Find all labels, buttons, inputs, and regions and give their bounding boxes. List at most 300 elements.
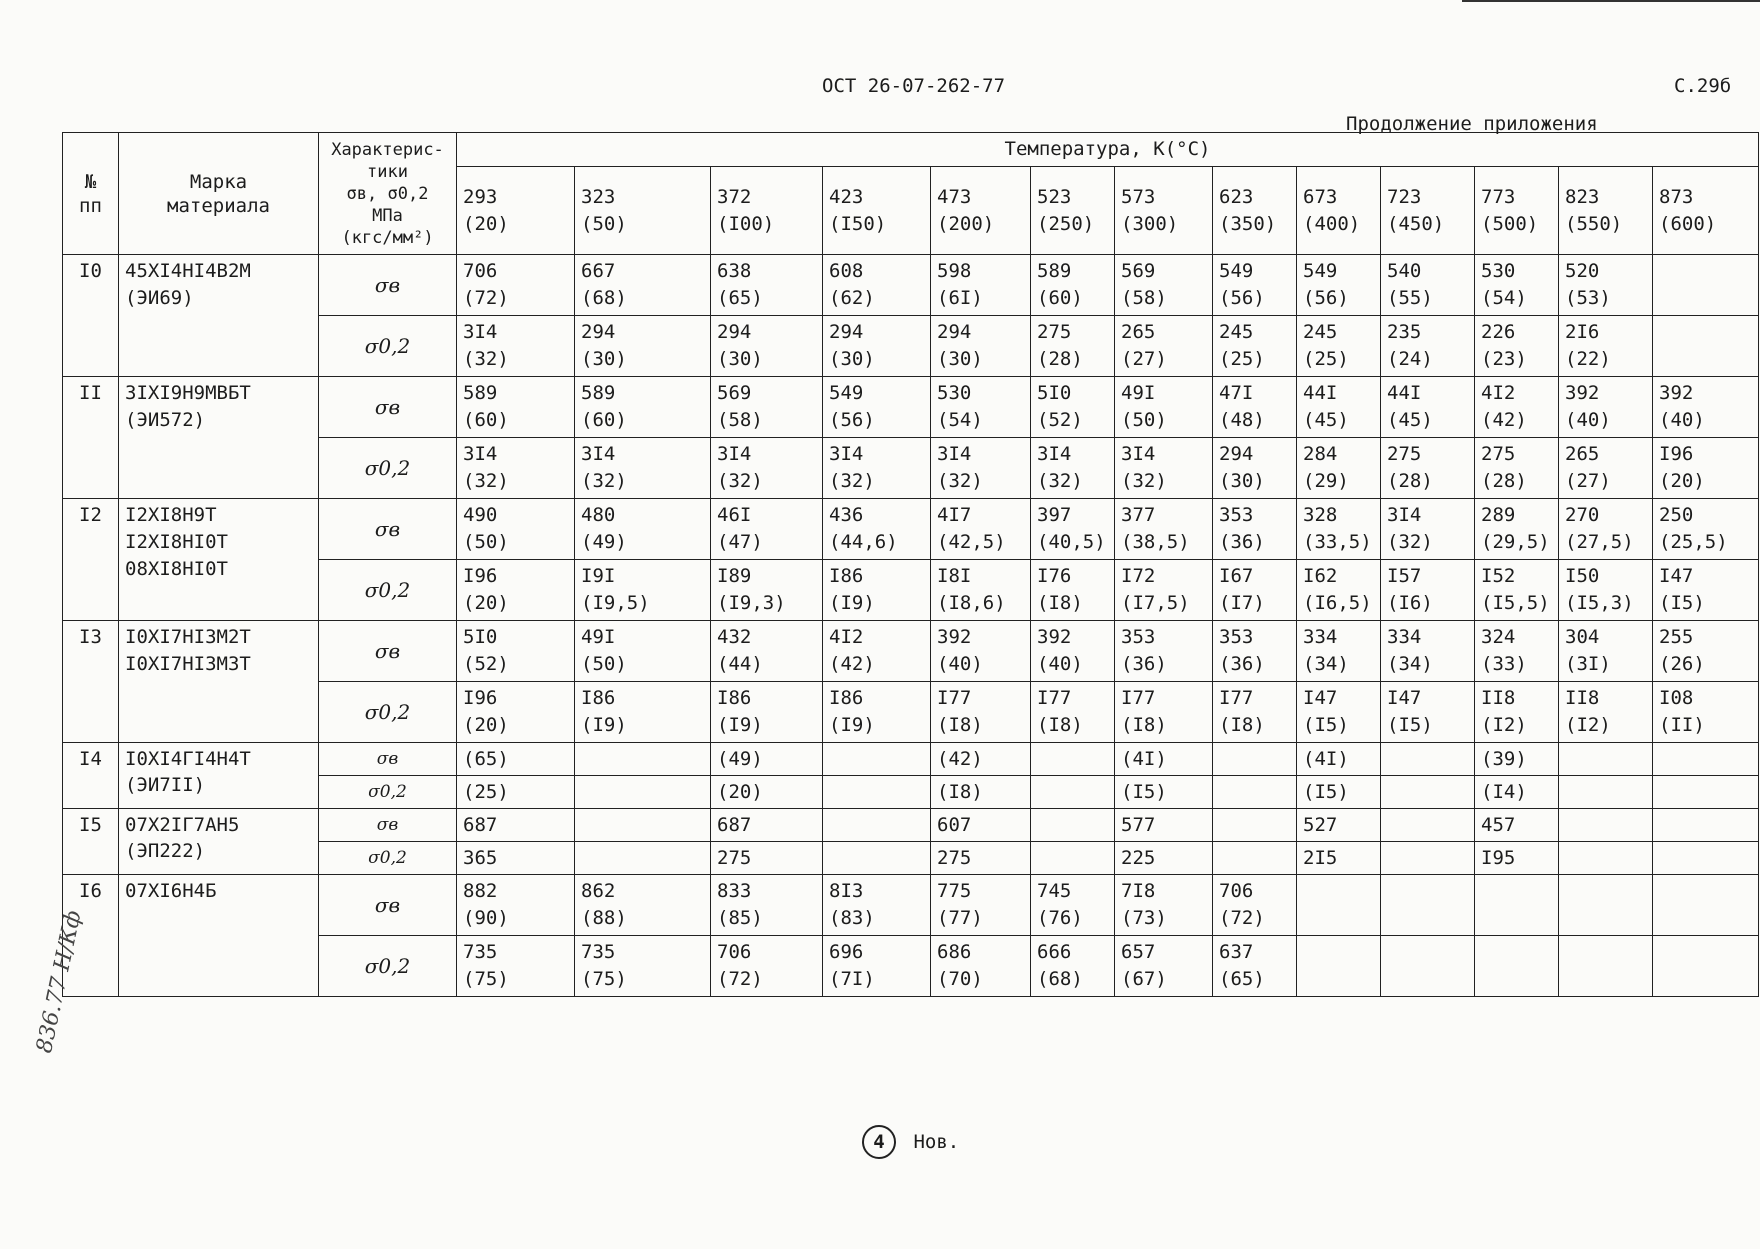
value-mpa: II8	[1481, 687, 1516, 709]
value-cell	[1115, 682, 1213, 743]
value-kgf: (I8)	[937, 714, 983, 736]
value-cell	[1297, 682, 1381, 743]
value-mpa: I8I	[937, 565, 972, 587]
value-kgf: (29)	[1303, 470, 1349, 492]
value-mpa: 275	[717, 847, 752, 869]
value-cell	[1297, 499, 1381, 560]
value-cell	[711, 936, 823, 997]
value-mpa: 44I	[1303, 382, 1338, 404]
value-cell	[1559, 809, 1653, 842]
value-mpa: 735	[581, 941, 616, 963]
value-mpa: 5I0	[1037, 382, 1072, 404]
value-kgf: (90)	[463, 907, 509, 929]
value-kgf: (I5,3)	[1565, 592, 1634, 614]
value-cell	[1475, 560, 1559, 621]
row-number: I5	[63, 809, 119, 875]
document-code: ОСТ 26-07-262-77	[822, 75, 1006, 97]
temp-kelvin: 623	[1219, 185, 1254, 208]
value-cell	[1297, 316, 1381, 377]
value-cell	[1031, 316, 1115, 377]
value-kgf: (60)	[463, 409, 509, 431]
value-kgf: (I8)	[1037, 714, 1083, 736]
value-mpa: 334	[1303, 626, 1338, 648]
characteristic-symbol: σ0,2	[319, 682, 457, 743]
value-kgf: (70)	[937, 968, 983, 990]
value-mpa: 577	[1121, 814, 1156, 836]
value-mpa: (20)	[717, 781, 763, 803]
value-mpa: 275	[1387, 443, 1422, 465]
value-cell	[1653, 682, 1759, 743]
value-cell	[823, 936, 931, 997]
value-mpa: I67	[1219, 565, 1254, 587]
value-cell	[1559, 316, 1653, 377]
value-cell	[1115, 809, 1213, 842]
value-mpa: 294	[1219, 443, 1254, 465]
value-cell	[711, 438, 823, 499]
value-cell	[1653, 316, 1759, 377]
value-cell	[1115, 438, 1213, 499]
row-number: I2	[63, 499, 119, 621]
value-kgf: (I7,5)	[1121, 592, 1190, 614]
value-cell	[457, 621, 575, 682]
temp-celsius: (350)	[1219, 212, 1277, 235]
value-cell	[1213, 776, 1297, 809]
temp-kelvin: 372	[717, 185, 752, 208]
table-row	[63, 255, 1759, 316]
value-cell	[575, 621, 711, 682]
row-number: I6	[63, 875, 119, 997]
value-cell	[457, 776, 575, 809]
temp-kelvin: 323	[581, 185, 616, 208]
value-cell	[1213, 499, 1297, 560]
value-mpa: (42)	[937, 748, 983, 770]
value-mpa: 598	[937, 260, 972, 282]
value-cell	[1031, 809, 1115, 842]
value-mpa: 530	[1481, 260, 1516, 282]
value-mpa: 294	[829, 321, 864, 343]
value-mpa: (4I)	[1121, 748, 1167, 770]
value-kgf: (I8)	[1219, 714, 1265, 736]
temp-kelvin: 823	[1565, 185, 1600, 208]
table-row	[63, 377, 1759, 438]
value-cell	[1031, 936, 1115, 997]
value-cell	[1297, 809, 1381, 842]
material-grade: 07X2IГ7AH5 (ЭП222)	[119, 809, 319, 875]
value-cell	[711, 875, 823, 936]
value-mpa: 589	[581, 382, 616, 404]
value-cell	[823, 875, 931, 936]
value-mpa: 7I8	[1121, 880, 1156, 902]
value-mpa: 328	[1303, 504, 1338, 526]
value-cell	[823, 255, 931, 316]
characteristic-symbol: σ0,2	[319, 316, 457, 377]
value-cell	[931, 316, 1031, 377]
row-number: I3	[63, 621, 119, 743]
value-mpa: 833	[717, 880, 752, 902]
value-cell	[1213, 438, 1297, 499]
value-mpa: 527	[1303, 814, 1338, 836]
value-cell	[1115, 377, 1213, 438]
value-cell	[1213, 809, 1297, 842]
value-cell	[931, 776, 1031, 809]
value-mpa: 540	[1387, 260, 1422, 282]
row-number: I0	[63, 255, 119, 377]
value-mpa: 3I4	[1121, 443, 1156, 465]
value-kgf: (22)	[1565, 348, 1611, 370]
value-mpa: 3I4	[829, 443, 864, 465]
value-mpa: 432	[717, 626, 752, 648]
value-cell	[457, 875, 575, 936]
value-cell	[1213, 621, 1297, 682]
value-mpa: 275	[1037, 321, 1072, 343]
value-cell	[711, 499, 823, 560]
characteristic-symbol: σ0,2	[319, 936, 457, 997]
value-cell	[1297, 560, 1381, 621]
value-cell	[457, 377, 575, 438]
value-mpa: 549	[829, 382, 864, 404]
value-mpa: 8I3	[829, 880, 864, 902]
value-kgf: (36)	[1219, 531, 1265, 553]
value-cell	[931, 936, 1031, 997]
value-mpa: 392	[1565, 382, 1600, 404]
margin-handwritten-note: 836.77 Н/Кф	[32, 908, 87, 1056]
value-kgf: (II)	[1659, 714, 1705, 736]
value-cell	[823, 316, 931, 377]
value-mpa: 706	[463, 260, 498, 282]
value-cell	[711, 682, 823, 743]
material-grade: 3IXI9H9MBБT (ЭИ572)	[119, 377, 319, 499]
value-mpa: 549	[1303, 260, 1338, 282]
value-cell	[1559, 499, 1653, 560]
table-row	[63, 621, 1759, 682]
value-mpa: I52	[1481, 565, 1516, 587]
value-kgf: (25)	[1219, 348, 1265, 370]
value-kgf: (I6)	[1387, 592, 1433, 614]
value-kgf: (58)	[717, 409, 763, 431]
value-kgf: (32)	[1121, 470, 1167, 492]
value-mpa: I86	[829, 565, 864, 587]
value-cell	[575, 936, 711, 997]
value-mpa: 294	[717, 321, 752, 343]
value-mpa: 706	[717, 941, 752, 963]
value-kgf: (I8)	[1037, 592, 1083, 614]
temperature-header-cell	[1297, 167, 1381, 255]
value-kgf: (65)	[1219, 968, 1265, 990]
value-cell	[1381, 875, 1475, 936]
value-cell	[823, 438, 931, 499]
value-kgf: (60)	[581, 409, 627, 431]
value-mpa: 284	[1303, 443, 1338, 465]
value-mpa: I47	[1659, 565, 1694, 587]
value-cell	[1381, 842, 1475, 875]
value-cell	[931, 875, 1031, 936]
value-mpa: (I5)	[1121, 781, 1167, 803]
value-mpa: I96	[463, 565, 498, 587]
value-kgf: (42)	[1481, 409, 1527, 431]
value-mpa: 377	[1121, 504, 1156, 526]
value-mpa: I77	[1219, 687, 1254, 709]
value-cell	[1559, 875, 1653, 936]
value-kgf: (67)	[1121, 968, 1167, 990]
value-cell	[1381, 809, 1475, 842]
value-mpa: 638	[717, 260, 752, 282]
value-mpa: I76	[1037, 565, 1072, 587]
value-kgf: (32)	[717, 470, 763, 492]
value-kgf: (I5)	[1303, 714, 1349, 736]
value-mpa: (25)	[463, 781, 509, 803]
value-mpa: 687	[463, 814, 498, 836]
value-cell	[1381, 316, 1475, 377]
value-cell	[931, 621, 1031, 682]
value-mpa: 47I	[1219, 382, 1254, 404]
value-cell	[1559, 776, 1653, 809]
value-cell	[575, 842, 711, 875]
temperature-header-cell	[1475, 167, 1559, 255]
value-kgf: (I5)	[1387, 714, 1433, 736]
row-number: I4	[63, 743, 119, 809]
value-mpa: I77	[937, 687, 972, 709]
value-cell	[1381, 255, 1475, 316]
temp-celsius: (I50)	[829, 212, 887, 235]
characteristic-symbol: σ0,2	[319, 438, 457, 499]
value-kgf: (32)	[1037, 470, 1083, 492]
value-kgf: (77)	[937, 907, 983, 929]
temp-celsius: (550)	[1565, 212, 1623, 235]
temp-celsius: (600)	[1659, 212, 1717, 235]
value-mpa: 353	[1219, 504, 1254, 526]
value-mpa: I47	[1387, 687, 1422, 709]
value-kgf: (20)	[1659, 470, 1705, 492]
temp-kelvin: 293	[463, 185, 498, 208]
value-cell	[1031, 377, 1115, 438]
temp-kelvin: 773	[1481, 185, 1516, 208]
temperature-header-cell	[457, 167, 575, 255]
value-mpa: 530	[937, 382, 972, 404]
value-mpa: 392	[1037, 626, 1072, 648]
value-cell	[1213, 316, 1297, 377]
value-cell	[1475, 621, 1559, 682]
value-cell	[1213, 560, 1297, 621]
temp-kelvin: 723	[1387, 185, 1422, 208]
value-cell	[931, 809, 1031, 842]
temp-celsius: (300)	[1121, 212, 1179, 235]
value-mpa: 46I	[717, 504, 752, 526]
row-number: II	[63, 377, 119, 499]
characteristic-symbol: σ0,2	[319, 776, 457, 809]
top-rule	[1462, 0, 1760, 2]
value-cell	[931, 743, 1031, 776]
value-kgf: (20)	[463, 592, 509, 614]
value-mpa: I77	[1121, 687, 1156, 709]
value-cell	[1381, 621, 1475, 682]
value-cell	[1475, 499, 1559, 560]
value-mpa: 392	[937, 626, 972, 648]
value-cell	[1653, 621, 1759, 682]
value-mpa: 882	[463, 880, 498, 902]
value-mpa: 5I0	[463, 626, 498, 648]
characteristic-symbol: σв	[319, 621, 457, 682]
value-kgf: (88)	[581, 907, 627, 929]
value-mpa: 44I	[1387, 382, 1422, 404]
value-cell	[1031, 499, 1115, 560]
value-kgf: (I5,5)	[1481, 592, 1550, 614]
value-mpa: 745	[1037, 880, 1072, 902]
temperature-header-cell	[1653, 167, 1759, 255]
value-cell	[1559, 255, 1653, 316]
value-cell	[457, 316, 575, 377]
value-kgf: (54)	[937, 409, 983, 431]
value-mpa: 686	[937, 941, 972, 963]
value-kgf: (30)	[829, 348, 875, 370]
value-mpa: 289	[1481, 504, 1516, 526]
value-mpa: I47	[1303, 687, 1338, 709]
value-mpa: 245	[1219, 321, 1254, 343]
value-mpa: 569	[717, 382, 752, 404]
value-kgf: (34)	[1303, 653, 1349, 675]
value-cell	[1297, 743, 1381, 776]
value-kgf: (40,5)	[1037, 531, 1106, 553]
characteristic-symbol: σв	[319, 499, 457, 560]
temperature-header-cell	[575, 167, 711, 255]
value-mpa: 607	[937, 814, 972, 836]
value-mpa: 589	[1037, 260, 1072, 282]
value-mpa: 2I6	[1565, 321, 1600, 343]
value-cell	[823, 809, 931, 842]
value-cell	[575, 875, 711, 936]
value-cell	[1115, 560, 1213, 621]
value-kgf: (65)	[717, 287, 763, 309]
value-mpa: 549	[1219, 260, 1254, 282]
temp-celsius: (20)	[463, 212, 509, 235]
value-mpa: I86	[717, 687, 752, 709]
value-kgf: (27)	[1121, 348, 1167, 370]
value-cell	[1031, 682, 1115, 743]
footer	[862, 1125, 959, 1159]
value-mpa: 265	[1121, 321, 1156, 343]
characteristic-symbol: σ0,2	[319, 560, 457, 621]
value-cell	[1381, 438, 1475, 499]
value-cell	[711, 621, 823, 682]
header-temperature: Температура, К(°С)	[457, 133, 1759, 167]
value-cell	[1297, 776, 1381, 809]
value-kgf: (42)	[829, 653, 875, 675]
value-cell	[457, 255, 575, 316]
value-mpa: 3I4	[717, 443, 752, 465]
value-kgf: (27)	[1565, 470, 1611, 492]
value-cell	[1115, 621, 1213, 682]
temp-kelvin: 673	[1303, 185, 1338, 208]
value-cell	[1381, 560, 1475, 621]
value-mpa: 392	[1659, 382, 1694, 404]
value-cell	[931, 255, 1031, 316]
value-cell	[823, 776, 931, 809]
material-strength-table	[62, 132, 1759, 997]
value-kgf: (I5)	[1659, 592, 1705, 614]
value-cell	[931, 377, 1031, 438]
value-kgf: (40)	[1037, 653, 1083, 675]
value-kgf: (I9)	[829, 592, 875, 614]
value-mpa: 255	[1659, 626, 1694, 648]
value-mpa: I96	[463, 687, 498, 709]
page-number: С.29б	[1674, 75, 1732, 97]
value-kgf: (24)	[1387, 348, 1433, 370]
value-mpa: 245	[1303, 321, 1338, 343]
temp-kelvin: 523	[1037, 185, 1072, 208]
value-cell	[1559, 682, 1653, 743]
value-mpa: 304	[1565, 626, 1600, 648]
value-kgf: (25,5)	[1659, 531, 1728, 553]
value-kgf: (40)	[1659, 409, 1705, 431]
value-cell	[711, 560, 823, 621]
table-row	[63, 809, 1759, 842]
value-mpa: 657	[1121, 941, 1156, 963]
value-mpa: 265	[1565, 443, 1600, 465]
value-mpa: 735	[463, 941, 498, 963]
value-kgf: (32)	[1387, 531, 1433, 553]
value-mpa: 637	[1219, 941, 1254, 963]
value-kgf: (68)	[1037, 968, 1083, 990]
value-kgf: (32)	[937, 470, 983, 492]
value-mpa: 687	[717, 814, 752, 836]
value-cell	[1653, 936, 1759, 997]
table-row	[63, 875, 1759, 936]
value-cell	[1213, 377, 1297, 438]
value-cell	[1381, 936, 1475, 997]
characteristic-symbol: σв	[319, 377, 457, 438]
value-cell	[1031, 743, 1115, 776]
value-kgf: (52)	[463, 653, 509, 675]
header-no: № пп	[63, 133, 119, 255]
value-cell	[1475, 875, 1559, 936]
header-material: Марка материала	[119, 133, 319, 255]
value-kgf: (I7)	[1219, 592, 1265, 614]
value-mpa: 436	[829, 504, 864, 526]
value-cell	[1475, 438, 1559, 499]
value-mpa: (39)	[1481, 748, 1527, 770]
temp-kelvin: 573	[1121, 185, 1156, 208]
value-kgf: (32)	[581, 470, 627, 492]
material-grade: 07XI6H4Б	[119, 875, 319, 997]
value-mpa: I77	[1037, 687, 1072, 709]
value-cell	[1475, 809, 1559, 842]
value-mpa: 275	[1481, 443, 1516, 465]
temp-kelvin: 873	[1659, 185, 1694, 208]
value-mpa: (65)	[463, 748, 509, 770]
value-kgf: (40)	[1565, 409, 1611, 431]
value-kgf: (34)	[1387, 653, 1433, 675]
value-cell	[823, 621, 931, 682]
value-cell	[1297, 842, 1381, 875]
value-kgf: (26)	[1659, 653, 1705, 675]
value-kgf: (32)	[463, 348, 509, 370]
value-kgf: (62)	[829, 287, 875, 309]
value-cell	[575, 499, 711, 560]
temp-celsius: (200)	[937, 212, 995, 235]
value-mpa: 490	[463, 504, 498, 526]
value-mpa: (49)	[717, 748, 763, 770]
value-mpa: 294	[581, 321, 616, 343]
value-kgf: (33)	[1481, 653, 1527, 675]
value-kgf: (42,5)	[937, 531, 1006, 553]
value-mpa: 4I7	[937, 504, 972, 526]
value-mpa: 270	[1565, 504, 1600, 526]
value-kgf: (58)	[1121, 287, 1167, 309]
header-characteristics: Характерис- тики σв, σ0,2 МПа (кгс/мм²)	[319, 133, 457, 255]
value-cell	[575, 316, 711, 377]
value-mpa: 235	[1387, 321, 1422, 343]
material-grade: I0XI7HI3M2T I0XI7HI3M3T	[119, 621, 319, 743]
value-mpa: 520	[1565, 260, 1600, 282]
